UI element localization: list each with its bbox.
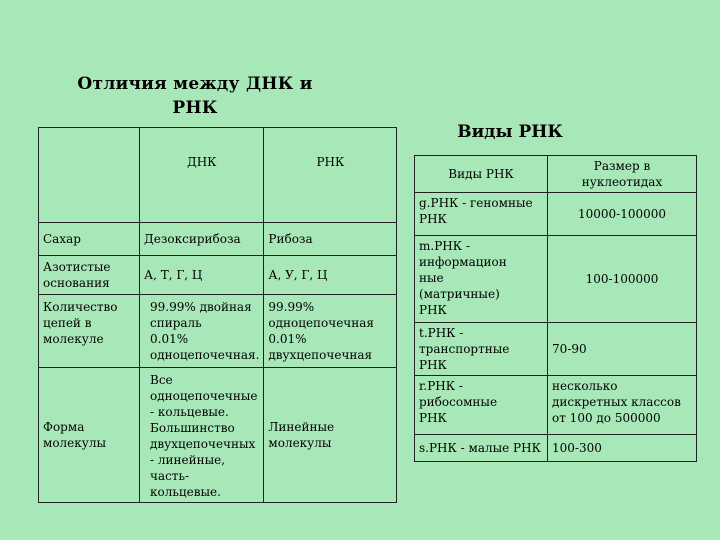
table-row bbox=[39, 295, 397, 368]
dna-chains-cell: 99.99% двойная спираль 0.01% одноцепочечная. bbox=[140, 295, 264, 368]
rna-chains-cell: 99.99% одноцепочечная 0.01% двухцепочечная bbox=[264, 295, 397, 368]
header-cell-size: Размер в нуклеотидах bbox=[548, 156, 697, 193]
page-title: Отличия между ДНК и РНК bbox=[77, 74, 313, 118]
header-cell-rna-type: Виды РНК bbox=[415, 156, 548, 193]
table-row bbox=[39, 223, 397, 256]
rna-types-table bbox=[414, 155, 697, 462]
row-label-bases: Азотистые основания bbox=[39, 256, 140, 295]
rna-size-t: 70-90 bbox=[548, 323, 697, 376]
table-row bbox=[415, 323, 697, 376]
dna-form-cell: Все одноцепочечные - кольцевые. Большинство двухцепочечных - линейные, часть- кольцевые. bbox=[140, 368, 264, 503]
table-row bbox=[415, 193, 697, 236]
rna-size-g: 10000-100000 bbox=[548, 193, 697, 236]
table-row bbox=[39, 256, 397, 295]
rna-type-m: m.РНК - информацион ные (матричные) РНК bbox=[415, 236, 548, 323]
rna-size-r: несколько дискретных классов от 100 до 500000 bbox=[548, 376, 697, 435]
dna-sugar-cell: Дезоксирибоза bbox=[140, 223, 264, 256]
rna-type-s: s.РНК - малые РНК bbox=[415, 435, 548, 462]
dna-bases-cell: А, Т, Г, Ц bbox=[140, 256, 264, 295]
row-label-chains: Количество цепей в молекуле bbox=[39, 295, 140, 368]
table-header-row bbox=[39, 128, 397, 223]
header-cell-rna: РНК bbox=[264, 128, 397, 223]
table-row bbox=[415, 376, 697, 435]
table-header-row bbox=[415, 156, 697, 193]
header-cell-empty bbox=[39, 128, 140, 223]
rna-types-title: Виды РНК bbox=[457, 122, 563, 142]
row-label-sugar: Сахар bbox=[39, 223, 140, 256]
rna-type-g: g.РНК - геномные РНК bbox=[415, 193, 548, 236]
dna-rna-comparison-table bbox=[38, 127, 397, 503]
rna-form-cell: Линейные молекулы bbox=[264, 368, 397, 503]
rna-bases-cell: А, У, Г, Ц bbox=[264, 256, 397, 295]
rna-size-s: 100-300 bbox=[548, 435, 697, 462]
rna-type-t: t.РНК - транспортные РНК bbox=[415, 323, 548, 376]
rna-type-r: r.РНК - рибосомные РНК bbox=[415, 376, 548, 435]
rna-size-m: 100-100000 bbox=[548, 236, 697, 323]
rna-sugar-cell: Рибоза bbox=[264, 223, 397, 256]
header-cell-dna: ДНК bbox=[140, 128, 264, 223]
table-row bbox=[415, 236, 697, 323]
row-label-form: Форма молекулы bbox=[39, 368, 140, 503]
table-row bbox=[415, 435, 697, 462]
table-row bbox=[39, 368, 397, 503]
